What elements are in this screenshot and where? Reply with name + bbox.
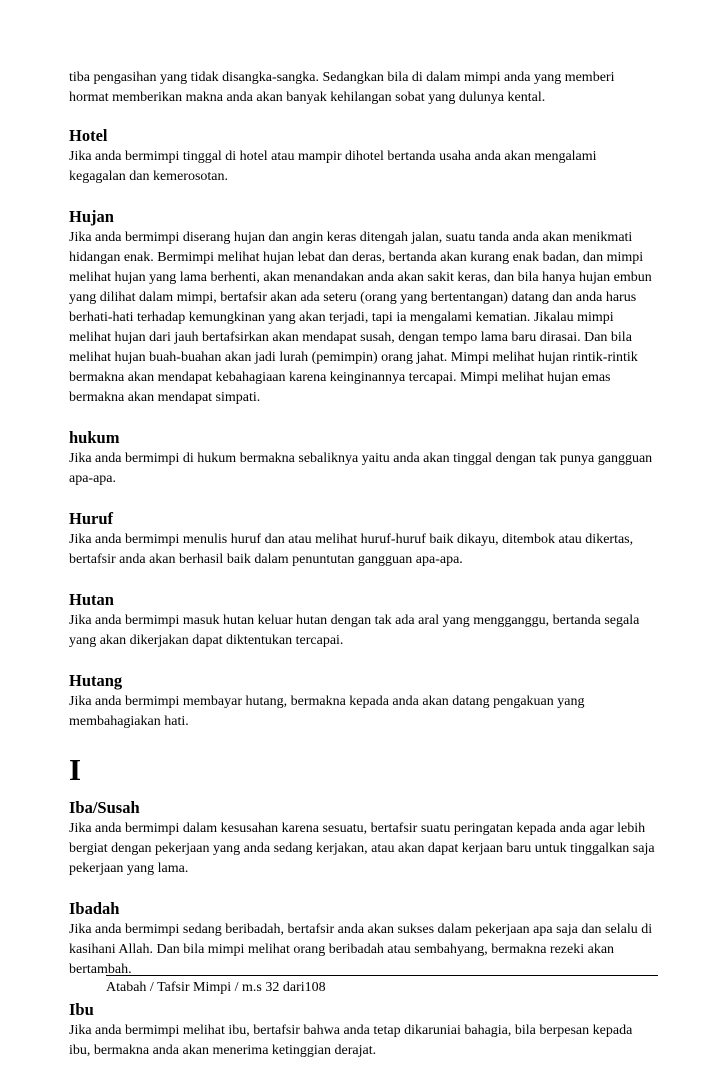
entry-term: Ibu [69,1000,94,1019]
entry-hutan [69,590,655,651]
entry-term: Hotel [69,126,108,145]
entry-hujan [69,207,655,408]
entry-definition: Jika anda bermimpi menulis huruf dan atau melihat huruf-huruf baik dikayu, ditembok atau dikertas, bertafsir anda akan berhasil baik dalam penuntutan gangguan apa-apa. [69,532,634,567]
entry-term: Hutan [69,590,114,609]
entry-term: Hujan [69,207,114,226]
page-content [69,68,655,1081]
entry-term: hukum [69,428,120,447]
entry-hutang [69,671,655,732]
entry-huruf [69,509,655,570]
entry-definition: Jika anda bermimpi dalam kesusahan karena sesuatu, bertafsir suatu peringatan kepada anda agar lebih bergiat dengan pekerjaan yang anda sedang kerjakan, atau akan dapat kerjaan baru untuk tinggalkan saja pekerjaan yang lama. [69,821,655,876]
entry-definition: Jika anda bermimpi masuk hutan keluar hutan dengan tak ada aral yang mengganggu, bertanda segala yang akan dikerjakan dapat diktentukan tercapai. [69,613,640,648]
entry-iba-susah [69,798,655,879]
entry-term: Huruf [69,509,114,528]
entry-definition: Jika anda bermimpi sedang beribadah, bertafsir anda akan sukses dalam pekerjaan apa saja dan selalu di kasihani Allah. Dan bila mimpi melihat orang beribadah atau sembahyang, bermakna rezeki akan bertambah. [69,922,653,977]
entry-hotel [69,126,655,187]
entry-definition: Jika anda bermimpi melihat ibu, bertafsir bahwa anda tetap dikaruniai bahagia, bila berpesan kepada ibu, bermakna anda akan menerima ketinggian derajat. [69,1023,633,1058]
entry-term: Hutang [69,671,123,690]
page-footer [106,958,658,997]
entry-term: Ibadah [69,899,120,918]
footer-divider [106,975,658,976]
entry-definition: Jika anda bermimpi tinggal di hotel atau mampir dihotel bertanda usaha anda akan mengalami kegagalan dan kemerosotan. [69,149,597,184]
entry-definition: Jika anda bermimpi di hukum bermakna sebaliknya yaitu anda akan tinggal dengan tak punya gangguan apa-apa. [69,451,653,486]
footer-text: Atabah / Tafsir Mimpi / m.s 32 dari108 [106,980,326,995]
entry-ibu [69,1000,655,1061]
entry-hukum [69,428,655,489]
entry-definition: Jika anda bermimpi diserang hujan dan angin keras ditengah jalan, suatu tanda anda akan menikmati hidangan enak. Bermimpi melihat hujan lebat dan deras, bertanda akan kurang enak badan, dan mimpi melihat hujan yang lama berhenti, akan menandakan anda akan sakit keras, dan bila hanya hujan embun yang dilihat dalam mimpi, bertafsir akan ada seteru (orang yang bertentangan) datang dan anda harus berhati-hati terhadap kemungkinan yang akan terjadi, tapi ia mengalami kematian. Jikalau mimpi melihat hujan dari jauh bertafsirkan akan mendapat susah, dengan tempo lama baru dirasai. Dan bila melihat hujan buah-buahan akan jadi lurah (pemimpin) orang jahat. Mimpi melihat hujan rintik-rintik bermakna akan mendapat kebahagiaan karena keinginannya tercapai. Mimpi melihat hujan emas bermakna akan mendapat simpati. [69,230,652,405]
section-letter-heading: I [69,752,82,787]
intro-paragraph: tiba pengasihan yang tidak disangka-sangka. Sedangkan bila di dalam mimpi anda yang memberi hormat memberikan makna anda akan banyak kehilangan sobat yang dulunya kental. [69,70,615,105]
entry-term: Iba/Susah [69,798,140,817]
entry-definition: Jika anda bermimpi membayar hutang, bermakna kepada anda akan datang pengakuan yang membahagiakan hati. [69,694,585,729]
